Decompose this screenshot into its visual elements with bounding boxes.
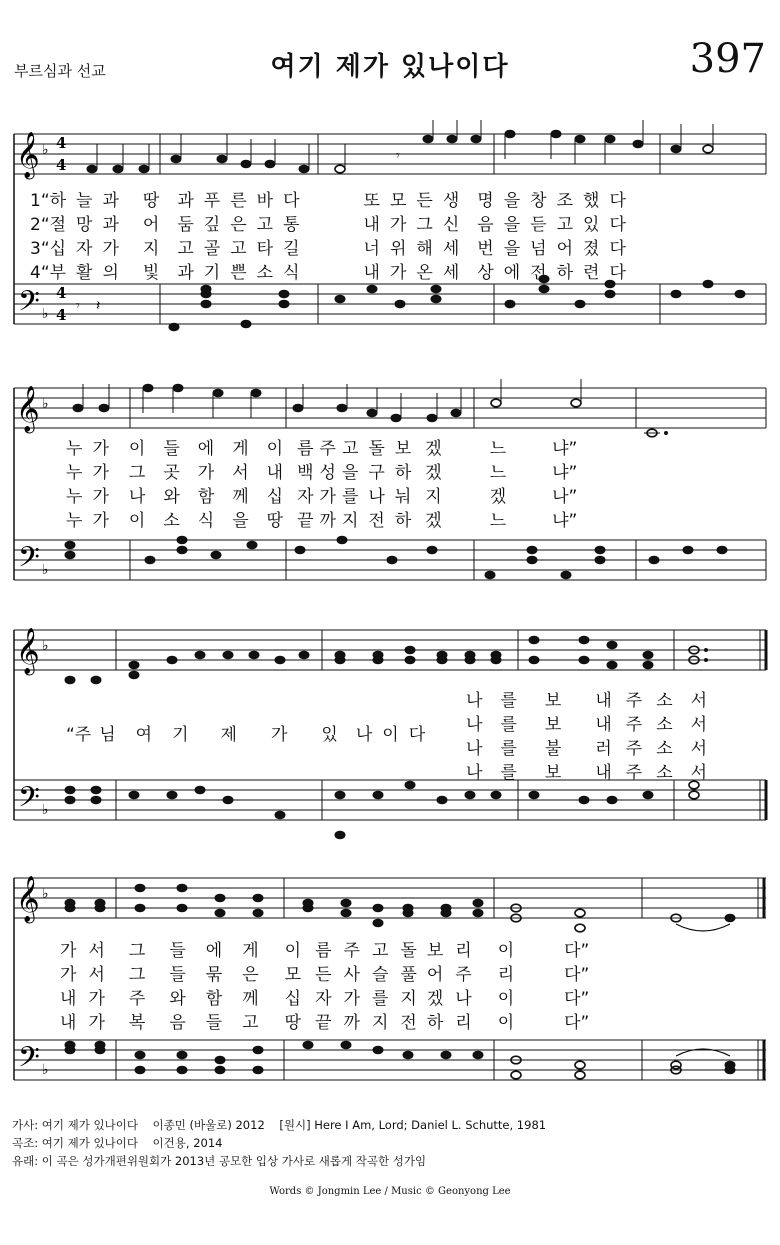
lyric-syllable: 과 (177, 191, 194, 211)
lyric-syllable: 나 (128, 487, 146, 507)
lyric-syllable: 들 (169, 941, 186, 961)
lyric-syllable: 2“절 (30, 215, 67, 235)
lyrics-system-4-verse-2 (60, 960, 589, 985)
lyric-syllable: 들 (205, 1013, 223, 1033)
svg-text:𝄾: 𝄾 (396, 148, 400, 164)
lyric-syllable: 3“십 (30, 239, 67, 259)
lyric-syllable: 또 (363, 191, 380, 211)
lyric-syllable: 누 (66, 439, 83, 459)
lyric-syllable: 와 (163, 487, 180, 507)
lyric-syllable: 내 (595, 691, 612, 711)
lyric-syllable: 지 (371, 1013, 389, 1033)
lyric-syllable: 가 (92, 439, 109, 459)
hymn-number: 397 (689, 36, 766, 82)
credit-origin: 유래: 이 곡은 성가개편위원회가 2013년 공모한 입상 가사로 새롭게 작곡한 성가임 (12, 1154, 427, 1168)
lyric-syllable: 가 (92, 511, 109, 531)
lyric-syllable: 망 (76, 215, 93, 235)
lyric-syllable: 가 (389, 263, 407, 283)
bass-clef-icon: 𝄢 (18, 781, 40, 821)
lyric-syllable: 가 (343, 989, 360, 1009)
lyric-syllable: 를 (371, 989, 389, 1009)
lyric-syllable: 가 (102, 239, 119, 259)
credits-block (12, 1116, 546, 1170)
lyric-syllable: 빛 (142, 263, 160, 283)
lyric-syllable: 을 (232, 511, 249, 531)
lyrics-system-1-verse-4 (30, 258, 626, 283)
lyric-syllable: 다” (564, 1013, 590, 1033)
lyric-syllable: 과 (102, 215, 119, 235)
lyric-syllable: 를 (500, 763, 517, 783)
lyric-syllable: 전 (400, 1013, 417, 1033)
lyric-syllable: 소 (163, 511, 180, 531)
lyric-syllable: 리 (497, 965, 515, 985)
credit-lyrics: 가사: 여기 제가 있나이다 이종민 (바울로) 2012 [원시] Here I Am, Lord; Daniel L. Schutte, 1981 (12, 1118, 547, 1132)
lyric-syllable: 그 (416, 215, 433, 235)
lyric-syllable: 가 (389, 215, 407, 235)
lyric-syllable: 사 (343, 965, 360, 985)
lyric-syllable: 해 (416, 239, 433, 259)
lyric-syllable: 소 (656, 763, 673, 783)
lyric-syllable: 까 (343, 1013, 360, 1033)
lyric-syllable: 생 (442, 191, 460, 211)
lyrics-system-1-verse-2 (30, 210, 626, 235)
lyric-syllable: 식 (197, 511, 215, 531)
lyric-syllable: 내 (595, 715, 612, 735)
lyric-syllable: 땅 (142, 191, 160, 211)
lyric-syllable: 에 (205, 941, 223, 961)
lyric-syllable: 십 (266, 487, 284, 507)
lyric-syllable: 자 (297, 487, 314, 507)
lyric-syllable: 풀 (400, 965, 417, 985)
lyric-syllable: 를 (500, 739, 517, 759)
lyric-syllable: 님 (99, 725, 116, 745)
svg-text:♭: ♭ (42, 638, 49, 654)
lyric-syllable: 소 (256, 263, 274, 283)
lyric-syllable: 겠 (425, 439, 442, 459)
lyric-syllable: 끝 (315, 1013, 332, 1033)
lyric-syllable: 가 (319, 487, 336, 507)
lyric-syllable: 서 (690, 739, 708, 759)
lyric-syllable: 께 (242, 989, 259, 1009)
lyric-syllable: 주 (625, 691, 643, 711)
lyrics-system-2-verse-1 (66, 434, 577, 459)
svg-text:4: 4 (56, 134, 67, 152)
svg-text:♭: ♭ (42, 802, 49, 818)
lyric-syllable: 어 (426, 965, 444, 985)
lyric-syllable: 다 (408, 725, 426, 745)
lyric-syllable: 름 (297, 439, 314, 459)
lyric-syllable: 나 (466, 691, 483, 711)
lyric-syllable: 백 (297, 463, 314, 483)
lyric-syllable: 에 (503, 263, 521, 283)
treble-clef-icon: 𝄞 (16, 628, 40, 674)
lyric-syllable: 든 (416, 191, 433, 211)
lyric-syllable: 땅 (266, 511, 284, 531)
lyric-syllable: 둠 (177, 215, 194, 235)
lyric-syllable: 고 (341, 439, 359, 459)
lyrics-system-4-verse-4 (60, 1008, 589, 1033)
lyric-syllable: 어 (556, 239, 574, 259)
lyric-syllable: 고 (177, 239, 194, 259)
lyric-syllable: 주 (625, 763, 643, 783)
lyric-syllable: 겠 (489, 487, 507, 507)
lyrics-system-3-verse-3 (466, 734, 707, 759)
lyrics-system-4-verse-3 (60, 984, 589, 1009)
lyric-syllable: 함 (205, 989, 223, 1009)
lyric-syllable: 주 (128, 989, 146, 1009)
lyric-syllable: 누 (66, 463, 83, 483)
lyric-syllable: 고 (256, 215, 274, 235)
lyric-syllable: 서 (690, 691, 708, 711)
lyric-syllable: 졌 (583, 239, 600, 259)
lyric-syllable: 고 (230, 239, 247, 259)
lyric-syllable: 가 (270, 725, 288, 745)
lyric-syllable: 내 (363, 215, 380, 235)
lyric-syllable: 있 (321, 725, 338, 745)
lyric-syllable: 다” (564, 941, 590, 961)
lyric-syllable: 나” (552, 487, 578, 507)
lyric-syllable: 서 (232, 463, 249, 483)
lyric-syllable: 소 (656, 691, 673, 711)
lyric-syllable: 리 (455, 941, 472, 961)
lyric-syllable: 가 (92, 463, 109, 483)
lyric-syllable: 은 (242, 965, 259, 985)
lyric-syllable: 활 (76, 263, 93, 283)
lyric-syllable: 여 (135, 725, 153, 745)
lyric-syllable: 에 (197, 439, 215, 459)
lyrics-system-1-verse-1 (30, 186, 626, 211)
lyric-syllable: 를 (500, 691, 517, 711)
lyric-syllable: 길 (283, 239, 300, 259)
lyric-syllable: 가 (88, 989, 105, 1009)
lyric-syllable: 골 (203, 239, 221, 259)
lyric-syllable: 은 (230, 215, 247, 235)
treble-clef-icon: 𝄞 (16, 132, 40, 178)
lyric-syllable: 고 (371, 941, 389, 961)
bass-clef-icon: 𝄢 (18, 1041, 40, 1081)
lyric-syllable: 창 (530, 191, 547, 211)
refrain-line (66, 720, 425, 745)
lyric-syllable: 이 (382, 725, 399, 745)
lyric-syllable: 소 (656, 715, 673, 735)
lyrics-system-2-verse-3 (66, 482, 577, 507)
lyric-syllable: 제 (220, 725, 237, 745)
lyric-syllable: 름 (315, 941, 332, 961)
lyrics-system-1-verse-3 (30, 234, 626, 259)
lyric-syllable: 보 (394, 439, 412, 459)
lyric-syllable: 그 (128, 463, 146, 483)
lyric-syllable: 내 (266, 463, 284, 483)
lyrics-system-2-verse-2 (66, 458, 577, 483)
lyric-syllable: 가 (60, 965, 77, 985)
svg-text:♭: ♭ (42, 886, 49, 902)
lyric-syllable: 다 (283, 191, 300, 211)
lyric-syllable: 보 (544, 763, 562, 783)
lyric-syllable: 다” (564, 989, 590, 1009)
lyric-syllable: 누 (66, 487, 83, 507)
lyric-syllable: 리 (455, 1013, 472, 1033)
lyric-syllable: 냐” (552, 439, 578, 459)
svg-text:𝄽: 𝄽 (96, 298, 101, 314)
lyric-syllable: 돌 (368, 439, 385, 459)
lyric-syllable: 주 (625, 739, 643, 759)
lyric-syllable: 이 (284, 941, 302, 961)
lyric-syllable: 기 (203, 263, 221, 283)
lyric-syllable: 겠 (425, 511, 442, 531)
lyric-syllable: 자 (315, 989, 332, 1009)
lyric-syllable: 나 (466, 715, 483, 735)
svg-text:4: 4 (56, 284, 67, 302)
lyric-syllable: 지 (425, 487, 442, 507)
lyric-syllable: 느 (489, 511, 507, 531)
lyric-syllable: 게 (232, 439, 249, 459)
lyric-syllable: 세 (442, 239, 460, 259)
svg-text:♭: ♭ (42, 562, 49, 578)
lyric-syllable: 명 (477, 191, 494, 211)
lyric-syllable: 십 (284, 989, 302, 1009)
lyric-syllable: 조 (556, 191, 574, 211)
lyric-syllable: 음 (169, 1013, 186, 1033)
lyric-syllable: 를 (500, 715, 517, 735)
lyric-syllable: 서 (690, 763, 708, 783)
lyric-syllable: 와 (169, 989, 186, 1009)
lyric-syllable: 가 (60, 941, 77, 961)
treble-clef-icon: 𝄞 (16, 386, 40, 432)
lyric-syllable: 눠 (394, 487, 412, 507)
lyric-syllable: 곳 (163, 463, 180, 483)
lyric-syllable: 바 (256, 191, 274, 211)
credit-tune: 곡조: 여기 제가 있나이다 이건용, 2014 (12, 1136, 223, 1150)
lyric-syllable: 너 (363, 239, 380, 259)
lyric-syllable: 1“하 (30, 191, 67, 211)
lyric-syllable: 들 (163, 439, 180, 459)
lyric-syllable: 내 (363, 263, 380, 283)
lyric-syllable: 모 (389, 191, 407, 211)
lyric-syllable: 보 (426, 941, 444, 961)
lyric-syllable: 구 (368, 463, 385, 483)
lyric-syllable: 성 (319, 463, 336, 483)
lyric-syllable: 과 (102, 191, 119, 211)
lyric-syllable: 가 (92, 487, 109, 507)
lyric-syllable: 주 (319, 439, 336, 459)
lyric-syllable: 냐” (552, 463, 578, 483)
lyric-syllable: 전 (368, 511, 385, 531)
lyric-syllable: 땅 (284, 1013, 302, 1033)
lyric-syllable: 깊 (203, 215, 221, 235)
lyric-syllable: 을 (503, 191, 521, 211)
lyric-syllable: 과 (177, 263, 194, 283)
lyric-syllable: 나 (455, 989, 472, 1009)
hymn-category: 부르심과 선교 (14, 62, 106, 80)
lyric-syllable: 함 (197, 487, 215, 507)
lyric-syllable: 을 (503, 215, 521, 235)
svg-text:♭: ♭ (42, 396, 49, 412)
lyric-syllable: 듣 (530, 215, 547, 235)
lyric-syllable: 했 (583, 191, 600, 211)
lyric-syllable: 다 (609, 263, 626, 283)
lyric-syllable: 이 (266, 439, 284, 459)
lyric-syllable: 보 (544, 691, 562, 711)
lyric-syllable: 식 (283, 263, 300, 283)
lyric-syllable: 전 (530, 263, 547, 283)
svg-text:♭: ♭ (42, 142, 49, 158)
lyric-syllable: 다 (609, 239, 626, 259)
lyric-syllable: 지 (400, 989, 417, 1009)
lyric-syllable: 다 (609, 191, 626, 211)
lyric-syllable: 온 (416, 263, 433, 283)
lyric-syllable: 돌 (400, 941, 417, 961)
lyric-syllable: 을 (341, 463, 359, 483)
lyric-syllable: 슬 (371, 965, 389, 985)
lyric-syllable: 께 (232, 487, 249, 507)
lyric-syllable: 기 (172, 725, 189, 745)
copyright-line: Words © Jongmin Lee / Music © Geonyong Lee (269, 1186, 511, 1197)
lyric-syllable: 위 (389, 239, 407, 259)
lyric-syllable: 자 (76, 239, 93, 259)
lyric-syllable: 서 (88, 965, 105, 985)
lyric-syllable: 까 (319, 511, 336, 531)
lyric-syllable: 든 (315, 965, 332, 985)
lyric-syllable: 느 (489, 463, 507, 483)
lyric-syllable: 들 (169, 965, 186, 985)
lyric-syllable: 음 (477, 215, 494, 235)
lyric-syllable: 상 (477, 263, 494, 283)
bass-clef-icon: 𝄢 (18, 285, 40, 325)
lyric-syllable: 겠 (426, 989, 444, 1009)
lyrics-system-3-verse-1 (466, 686, 707, 711)
lyric-syllable: 그 (128, 941, 146, 961)
lyric-syllable: 냐” (552, 511, 578, 531)
lyric-syllable: 4“부 (30, 263, 67, 283)
lyric-syllable: 불 (544, 739, 562, 759)
lyric-syllable: 이 (497, 989, 515, 1009)
lyric-syllable: 쁜 (230, 263, 247, 283)
lyric-syllable: 서 (88, 941, 105, 961)
lyric-syllable: 모 (284, 965, 302, 985)
lyric-syllable: 지 (142, 239, 160, 259)
lyric-syllable: 를 (341, 487, 359, 507)
lyric-syllable: 나 (466, 739, 483, 759)
lyric-syllable: 있 (583, 215, 600, 235)
lyric-syllable: 른 (230, 191, 247, 211)
lyric-syllable: 고 (556, 215, 574, 235)
svg-text:♭: ♭ (42, 306, 49, 322)
lyric-syllable: 이 (497, 941, 515, 961)
lyric-syllable: 고 (242, 1013, 259, 1033)
lyric-syllable: 타 (256, 239, 274, 259)
lyric-syllable: 겠 (425, 463, 442, 483)
svg-text:4: 4 (56, 156, 67, 174)
lyric-syllable: 보 (544, 715, 562, 735)
lyric-syllable: 끝 (297, 511, 314, 531)
lyrics-system-2-verse-4 (66, 506, 577, 531)
lyric-syllable: 누 (66, 511, 83, 531)
lyric-syllable: 이 (128, 511, 146, 531)
lyric-syllable: 가 (88, 1013, 105, 1033)
lyric-syllable: 이 (128, 439, 146, 459)
lyric-syllable: 묶 (205, 965, 223, 985)
svg-text:𝄾: 𝄾 (76, 298, 80, 314)
lyrics-system-3-verse-4 (466, 758, 707, 783)
treble-clef-icon: 𝄞 (16, 876, 40, 922)
lyric-syllable: 가 (197, 463, 215, 483)
lyric-syllable: 복 (128, 1013, 146, 1033)
lyric-syllable: 나 (355, 725, 373, 745)
lyric-syllable: 련 (583, 263, 600, 283)
lyric-syllable: 세 (442, 263, 460, 283)
lyric-syllable: 서 (690, 715, 708, 735)
lyric-syllable: “주 (66, 725, 92, 745)
lyric-syllable: 지 (341, 511, 359, 531)
lyric-syllable: 신 (442, 215, 460, 235)
lyric-syllable: 주 (343, 941, 360, 961)
lyric-syllable: 주 (625, 715, 643, 735)
lyric-syllable: 의 (102, 263, 119, 283)
lyric-syllable: 하 (426, 1013, 444, 1033)
lyric-syllable: 나 (368, 487, 385, 507)
lyric-syllable: 번 (477, 239, 494, 259)
lyric-syllable: 어 (142, 215, 160, 235)
lyric-syllable: 이 (497, 1013, 515, 1033)
lyric-syllable: 통 (283, 215, 300, 235)
lyric-syllable: 하 (394, 463, 412, 483)
lyric-syllable: 내 (595, 763, 612, 783)
lyric-syllable: 푸 (203, 191, 221, 211)
lyric-syllable: 그 (128, 965, 146, 985)
lyric-syllable: 하 (556, 263, 574, 283)
lyric-syllable: 내 (60, 989, 77, 1009)
lyric-syllable: 주 (455, 965, 472, 985)
svg-text:4: 4 (56, 306, 67, 324)
lyric-syllable: 하 (394, 511, 412, 531)
lyric-syllable: 다” (564, 965, 590, 985)
lyric-syllable: 넘 (530, 239, 547, 259)
lyric-syllable: 소 (656, 739, 673, 759)
lyric-syllable: 러 (595, 739, 612, 759)
lyric-syllable: 늘 (76, 191, 93, 211)
lyric-syllable: 게 (242, 941, 259, 961)
lyric-syllable: 나 (466, 763, 483, 783)
svg-text:♭: ♭ (42, 1062, 49, 1078)
lyric-syllable: 느 (489, 439, 507, 459)
hymn-title: 여기 제가 있나이다 (270, 52, 510, 82)
lyric-syllable: 을 (503, 239, 521, 259)
lyrics-system-3-verse-2 (466, 710, 707, 735)
bass-clef-icon: 𝄢 (18, 541, 40, 581)
lyric-syllable: 내 (60, 1013, 77, 1033)
lyrics-system-4-verse-1 (60, 936, 589, 961)
lyric-syllable: 다 (609, 215, 626, 235)
